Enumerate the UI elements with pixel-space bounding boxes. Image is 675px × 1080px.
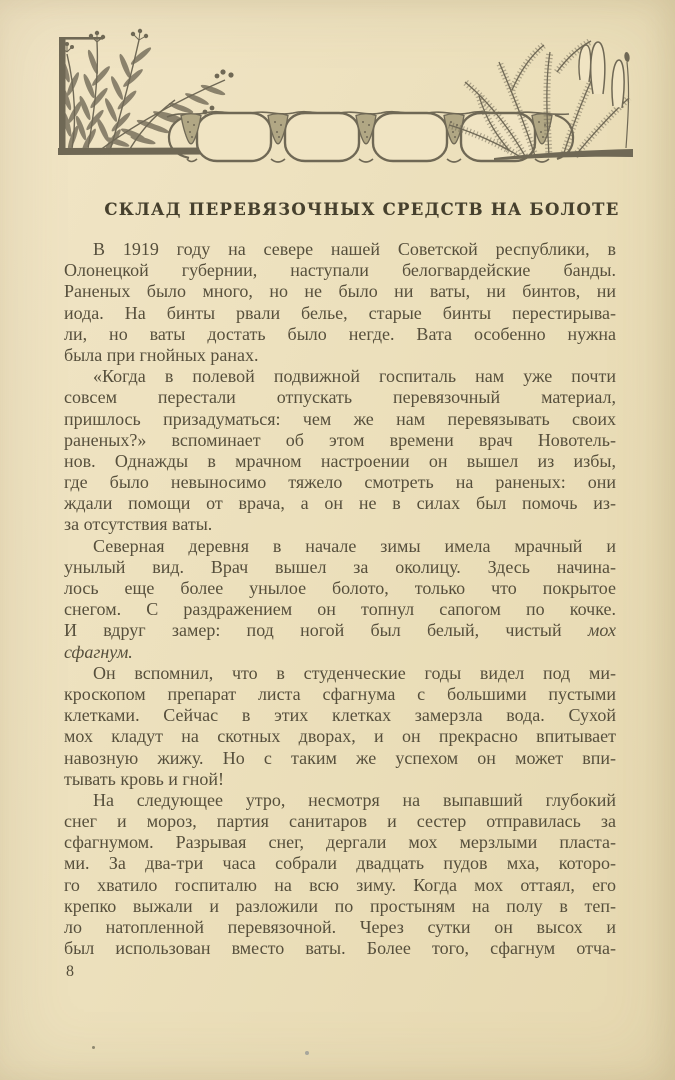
text-segment: лось еще более унылое болото, только что покрытое: [64, 578, 616, 598]
text-segment: кроскопом препарат листа сфагнума с большими пустыми: [64, 683, 616, 704]
text-segment: иода. На бинты рвали белье, старые бинты перестирыва-: [64, 302, 616, 323]
text-segment: ми. За два-три часа собрали двадцать пудов мха, которо-: [64, 853, 616, 874]
text-segment: была при гнойных ранах.: [64, 344, 259, 365]
text-line: [64, 832, 616, 853]
text-line: [64, 514, 616, 535]
text-segment: «Когда в полевой подвижной госпиталь нам уже почти: [93, 366, 616, 387]
text-line: [64, 557, 616, 578]
page-number: 8: [66, 963, 74, 980]
text-line: [64, 345, 616, 366]
text-line: [64, 705, 616, 726]
text-line: [64, 769, 616, 790]
text-line: [64, 748, 616, 769]
text-segment: снег и мороз, партия санитаров и сестер отправилась за: [64, 811, 616, 832]
text-line: [64, 578, 616, 599]
text-line: [64, 409, 616, 430]
text-segment: ждали помощи от врача, а он не в силах был помочь из-: [64, 493, 616, 514]
text-segment: ли, но ваты достать было негде. Вата особенно нужна: [64, 323, 616, 344]
text-line: [64, 260, 616, 281]
italic-term: мох: [587, 620, 616, 641]
text-line: [64, 536, 616, 557]
text-segment: Северная деревня в начале зимы имела мрачный и: [93, 535, 616, 556]
body-text: [64, 239, 616, 959]
text-segment: В 1919 году на севере нашей Советской республики, в: [93, 239, 616, 259]
text-segment: навозную жижу. Но с таким же успехом он может впи-: [64, 747, 616, 768]
text-segment: клетками. Сейчас в этих клетках замерзла вода. Сухой: [64, 705, 616, 726]
italic-term: сфагнум.: [64, 641, 133, 662]
text-line: [64, 387, 616, 408]
text-line: [64, 811, 616, 832]
text-line: [64, 324, 616, 345]
text-segment: за отсутствия ваты.: [64, 514, 213, 535]
text-line: [64, 790, 616, 811]
text-line: [64, 281, 616, 302]
text-segment: мох кладут на скотных дворах, и он прекрасно впитывает: [64, 726, 616, 747]
text-line: [64, 875, 616, 896]
text-segment: Олонецкой губернии, наступали белогвардейские банды.: [64, 260, 616, 281]
text-line: [64, 938, 616, 959]
text-line: [64, 366, 616, 387]
text-line: [64, 451, 616, 472]
text-segment: унылый вид. Врач вышел за околицу. Здесь начина-: [64, 556, 616, 577]
text-line: [64, 620, 616, 641]
text-segment: снегом. С раздражением он топнул сапогом по кочке.: [64, 599, 616, 620]
text-segment: нов. Однажды в мрачном настроении он вышел из избы,: [64, 450, 616, 471]
text-segment: тывать кровь и гной!: [64, 768, 225, 789]
text-segment: совсем перестали отпускать перевязочный материал,: [64, 387, 616, 408]
sphagnum-cells-chain-icon: [167, 112, 573, 162]
text-segment: сфагнумом. Разрывая снег, дергали мох мерзлыми пласта-: [64, 832, 616, 853]
text-line: [64, 684, 616, 705]
text-line: [64, 663, 616, 684]
chapter-title: СКЛАД ПЕРЕВЯЗОЧНЫХ СРЕДСТВ НА БОЛОТЕ: [104, 200, 620, 219]
text-segment: был использован вместо ваты. Более того, сфагнум отча-: [64, 938, 616, 959]
text-segment: пришлось призадуматься: чем же нам перевязывать своих: [64, 408, 616, 429]
text-segment: крепко выжали и разложили по простыням на полу в теп-: [64, 895, 616, 916]
header-illustration: [57, 28, 633, 170]
text-line: [64, 472, 616, 493]
text-segment: Он вспомнил, что в студенческие годы видел под ми-: [93, 662, 616, 683]
text-segment: ло натопленной перевязочной. Через сутки он высох и: [64, 917, 616, 937]
text-line: [64, 239, 616, 260]
text-line: [64, 853, 616, 874]
text-segment: Раненых было много, но не было ни ваты, ни бинтов, ни: [64, 281, 616, 302]
text-segment: го хватило госпиталю на всю зиму. Когда мох оттаял, его: [64, 874, 616, 895]
text-line: [64, 493, 616, 514]
text-line: [64, 642, 616, 663]
text-segment: И вдруг замер: под ногой был белый, чистый: [64, 620, 588, 641]
text-line: [64, 430, 616, 451]
paper-speck: [92, 1046, 95, 1049]
text-segment: раненых?» вспоминает об этом времени врач Новотель-: [64, 429, 616, 450]
text-line: [64, 303, 616, 324]
text-line: [64, 726, 616, 747]
text-segment: где было невыносимо тяжело смотреть на раненых: они: [64, 472, 616, 493]
paper-speck: [305, 1051, 309, 1055]
text-segment: На следующее утро, несмотря на выпавший глубокий: [93, 789, 616, 810]
text-line: [64, 599, 616, 620]
text-line: [64, 917, 616, 938]
text-line: [64, 896, 616, 917]
